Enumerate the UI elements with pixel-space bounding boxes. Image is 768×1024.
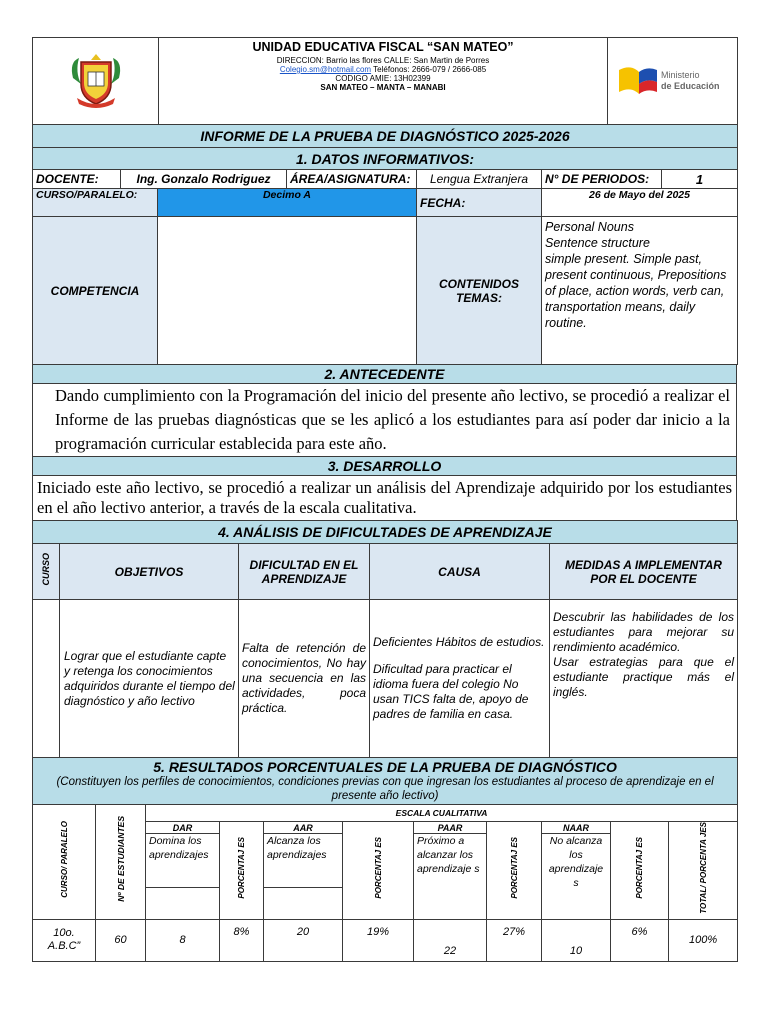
section-5-title: 5. RESULTADOS PORCENTUALES DE LA PRUEBA DE DIAGNÓSTICO <box>153 759 617 775</box>
area-label: ÁREA/ASIGNATURA: <box>287 170 417 189</box>
docente-value: Ing. Gonzalo Rodriguez <box>121 170 287 189</box>
section-4-table <box>32 520 738 758</box>
col-header-medidas: MEDIDAS A IMPLEMENTAR POR EL DOCENTE <box>550 544 738 600</box>
col-header-estudiantes <box>96 805 146 920</box>
section-3-text: Iniciado este año lectivo, se procedió a realizar un análisis del Aprendizaje adquirido por los estudiantes en el año lectivo anterior, a través de la escala cualitativa. <box>33 476 737 521</box>
school-address: DIRECCION: Barrio las flores CALLE: San Martin de Porres <box>276 56 490 65</box>
result-aar: 20 <box>264 919 343 961</box>
curso-label: CURSO/PARALELO: <box>33 189 158 217</box>
naar-header: NAAR <box>542 822 611 834</box>
col-header-dificultad: DIFICULTAD EN EL APRENDIZAJE <box>239 544 370 600</box>
result-paar: 22 <box>414 919 487 961</box>
escala-cualitativa-header: ESCALA CUALITATIVA <box>146 805 738 822</box>
result-naar-pct: 6% <box>611 919 669 961</box>
col-header-causa: CAUSA <box>370 544 550 600</box>
contenidos-label: CONTENIDOS TEMAS: <box>417 217 542 365</box>
dar-pct-header <box>220 822 264 920</box>
col-header-curso-paralelo <box>33 805 96 920</box>
docente-label: DOCENTE: <box>33 170 121 189</box>
aar-pct-header-text: PORCENTAJ ES <box>373 837 383 899</box>
aar-desc: Alcanza los aprendizajes <box>264 834 343 888</box>
school-info-cell <box>159 38 608 125</box>
causa-cell <box>370 600 550 758</box>
naar-desc: No alcanza los aprendizaje s <box>542 834 611 920</box>
fecha-label: FECHA: <box>417 189 542 217</box>
dificultad-text: Falta de retención de conocimientos, No hay una secuencia en las actividades, poca práctica. <box>239 600 370 758</box>
result-dar: 8 <box>146 919 220 961</box>
result-paar-pct: 27% <box>487 919 542 961</box>
ministry-logo <box>611 64 734 98</box>
school-contact <box>162 65 604 74</box>
result-naar: 10 <box>542 919 611 961</box>
total-header-text: TOTAL/ PORCENTA JES <box>698 822 708 914</box>
section-5-table <box>32 757 738 962</box>
ministry-flag-icon <box>617 64 659 98</box>
section-4-title: 4. ANÁLISIS DE DIFICULTADES DE APRENDIZAJE <box>33 521 738 544</box>
naar-pct-header <box>611 822 669 920</box>
school-name: UNIDAD EDUCATIVA FISCAL “SAN MATEO” <box>252 40 514 54</box>
section-1-table <box>32 124 738 365</box>
section-3-title: 3. DESARROLLO <box>33 457 737 476</box>
curso-cell <box>33 600 60 758</box>
medidas-text: Descubrir las habilidades de los estudiantes para mejorar su rendimiento académico. Usar estrategias para que el estudiante practique más el inglés. <box>550 600 738 758</box>
result-curso: 10o. A.B.C” <box>33 919 96 961</box>
report-title: INFORME DE LA PRUEBA DE DIAGNÓSTICO 2025-2026 <box>33 125 738 148</box>
aar-pct-header <box>343 822 414 920</box>
objetivos-text: Lograr que el estudiante capte y retenga los conocimientos adquiridos durante el tiempo del diagnóstico y año lectivo <box>60 600 239 758</box>
col-header-curso <box>33 544 60 600</box>
paar-pct-header-text: PORCENTAJ ES <box>509 837 519 899</box>
aar-header: AAR <box>264 822 343 834</box>
paar-desc: Próximo a alcanzar los aprendizaje s <box>414 834 487 920</box>
periodos-label: N° DE PERIODOS: <box>542 170 662 189</box>
section-2-text: Dando cumplimiento con la Programación del inicio del presente año lectivo, se procedió a realizar el Informe de las pruebas diagnósticas que se les aplicó a los estudiantes para así poder dar inicio a la programación curricular establecida para este año. <box>33 384 737 457</box>
dar-pct-header-text: PORCENTAJ ES <box>237 837 246 899</box>
section-5-header <box>33 758 738 805</box>
dar-desc: Domina los aprendizajes <box>146 834 220 888</box>
report-document <box>32 37 737 962</box>
aar-desc-spacer <box>264 887 343 919</box>
dar-header: DAR <box>146 822 220 834</box>
section-2-title: 2. ANTECEDENTE <box>33 365 737 384</box>
causa-text-1: Deficientes Hábitos de estudios. <box>373 635 545 649</box>
causa-text-2: Dificultad para practicar el idioma fuera del colegio No usan TICS falta de, apoyo de padres de familia en casa. <box>373 662 529 721</box>
school-crest-icon <box>65 48 127 110</box>
fecha-value: 26 de Mayo del 2025 <box>542 189 738 217</box>
section-2-3-table <box>32 364 737 521</box>
col-header-curso-text: CURSO <box>41 552 51 586</box>
col-header-estudiantes-text: Nº DE ESTUDIANTES <box>115 816 126 903</box>
result-aar-pct: 19% <box>343 919 414 961</box>
ministry-logo-cell <box>608 38 738 125</box>
total-header <box>669 822 738 920</box>
result-estudiantes: 60 <box>96 919 146 961</box>
school-email-link[interactable]: Colegio.sm@hotmail.com <box>279 65 372 74</box>
school-location: SAN MATEO – MANTA – MANABI <box>320 83 446 92</box>
ministry-name <box>661 70 720 92</box>
dar-desc-spacer <box>146 887 220 919</box>
section-5-subtitle: (Constituyen los perfiles de conocimientos, condiciones previas con que ingresan los estudiantes al proceso de aprendizaje en el presente año lectivo) <box>56 776 714 802</box>
school-amie-code: CODIGO AMIE: 13H02399 <box>335 74 431 83</box>
competencia-value <box>158 217 417 365</box>
paar-header: PAAR <box>414 822 487 834</box>
section-1-title: 1. DATOS INFORMATIVOS: <box>33 148 738 170</box>
col-header-objetivos: OBJETIVOS <box>60 544 239 600</box>
result-total: 100% <box>669 919 738 961</box>
result-dar-pct: 8% <box>220 919 264 961</box>
contenidos-value: Personal Nouns Sentence structure simple present. Simple past, present continuous, Prepositions of place, action words, verb can, transportation means, daily routine. <box>542 217 738 365</box>
competencia-label: COMPETENCIA <box>33 217 158 365</box>
periodos-value: 1 <box>662 170 738 189</box>
area-value: Lengua Extranjera <box>417 170 542 189</box>
paar-pct-header <box>487 822 542 920</box>
col-header-curso-paralelo-text: CURSO/ PARALELO <box>59 820 69 898</box>
ministry-name-line2: de Educación <box>661 81 720 91</box>
crest-cell <box>33 38 159 125</box>
naar-pct-header-text: PORCENTAJ ES <box>635 837 644 899</box>
letterhead <box>32 37 738 125</box>
ministry-name-line1: Ministerio <box>661 70 700 80</box>
curso-value: Decimo A <box>158 189 417 217</box>
school-phones: Teléfonos: 2666-079 / 2666-085 <box>371 65 487 74</box>
